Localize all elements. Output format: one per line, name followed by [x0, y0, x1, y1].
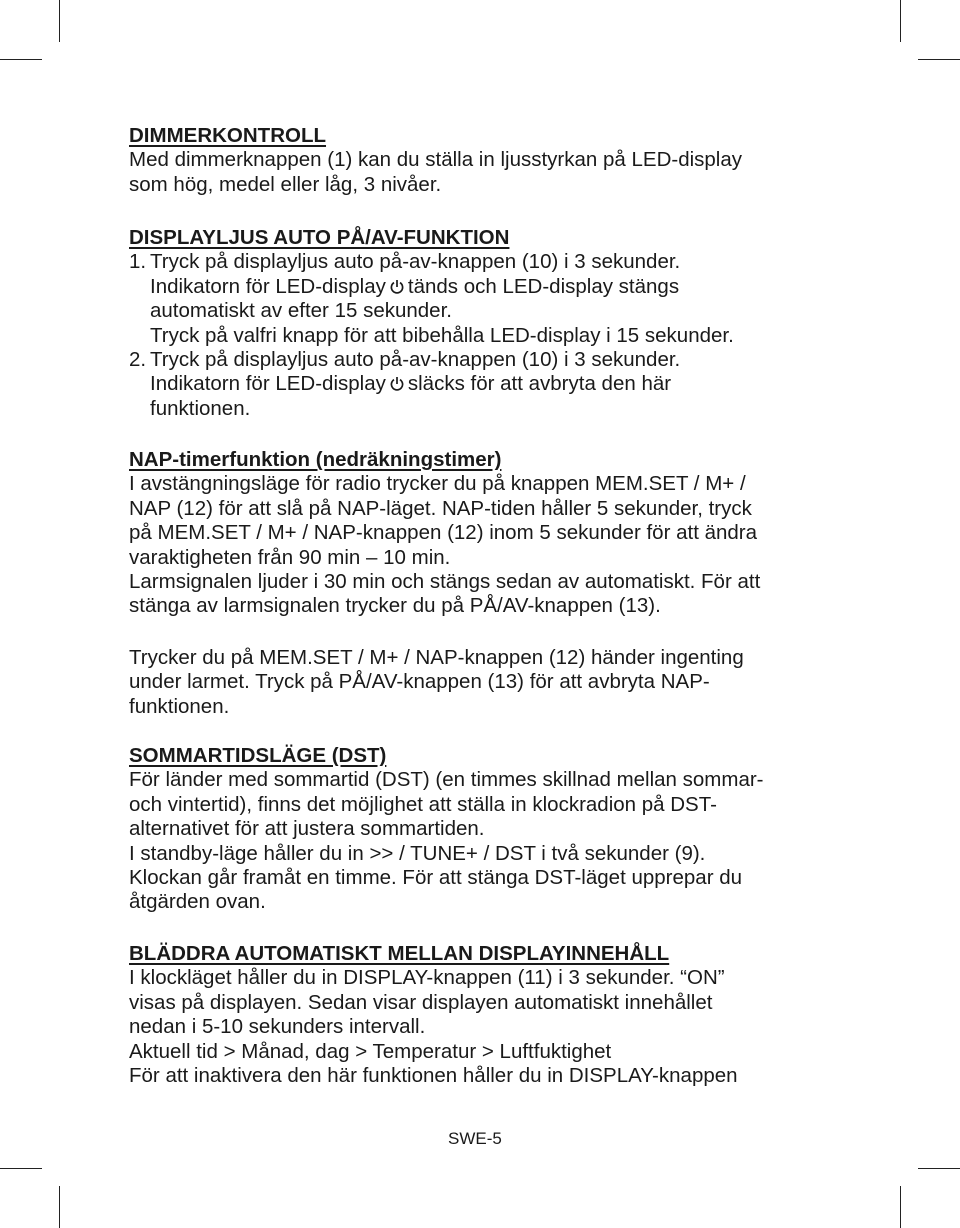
crop-mark-bottom-right [900, 1186, 901, 1228]
power-icon [389, 279, 405, 295]
list-item-text: Indikatorn för LED-display [150, 274, 386, 298]
list-item-text: släcks för att avbryta den här [407, 372, 672, 396]
section-heading: DIMMERKONTROLL [129, 124, 327, 147]
section-nap-note [129, 646, 849, 719]
section-heading: BLÄDDRA AUTOMATISKT MELLAN DISPLAYINNEHÅLL [129, 942, 670, 965]
page-number: SWE-5 [448, 1129, 502, 1148]
crop-mark-bottom-right-h [918, 1168, 960, 1169]
power-icon [389, 376, 405, 392]
paragraph-line: som hög, medel eller låg, 3 nivåer. [129, 172, 442, 196]
paragraph-line: åtgärden ovan. [129, 890, 266, 914]
crop-mark-top-right-h [918, 59, 960, 60]
list-item-line: Tryck på valfri knapp för att bibehålla LED-display i 15 sekunder. [150, 323, 734, 347]
paragraph-line: alternativet för att justera sommartiden. [129, 817, 485, 841]
section-heading: SOMMARTIDSLÄGE (DST) [129, 744, 387, 767]
list-item-line [129, 372, 849, 396]
list-item-text: Indikatorn för LED-display [150, 372, 386, 396]
crop-mark-bottom-left-h [0, 1168, 42, 1169]
list-item-text: Tryck på displayljus auto på-av-knappen (10) i 3 sekunder. [150, 348, 681, 372]
crop-mark-bottom-left [59, 1186, 60, 1228]
list-item-line [129, 275, 849, 299]
crop-mark-top-right [900, 0, 901, 42]
list-item [129, 250, 849, 274]
paragraph-line: nedan i 5-10 sekunders intervall. [129, 1015, 426, 1039]
paragraph-line: Med dimmerknappen (1) kan du ställa in ljusstyrkan på LED-display [129, 148, 743, 172]
crop-mark-top-left-h [0, 59, 42, 60]
list-item-line: funktionen. [150, 396, 251, 420]
list-item-text: Tryck på displayljus auto på-av-knappen (10) i 3 sekunder. [150, 250, 681, 274]
paragraph-line: I standby-läge håller du in >> / TUNE+ / DST i två sekunder (9). [129, 841, 706, 865]
paragraph-line: och vintertid), finns det möjlighet att ställa in klockradion på DST- [129, 792, 717, 816]
section-browse [129, 942, 849, 1088]
list-item [129, 348, 849, 372]
paragraph-line: stänga av larmsignalen trycker du på PÅ/AV-knappen (13). [129, 594, 661, 618]
paragraph-line: För att inaktivera den här funktionen håller du in DISPLAY-knappen [129, 1064, 738, 1088]
list-number: 1. [129, 250, 147, 274]
paragraph-line: varaktigheten från 90 min – 10 min. [129, 545, 451, 569]
list-item-text: tänds och LED-display stängs [407, 274, 680, 298]
paragraph-line: I avstängningsläge för radio trycker du på knappen MEM.SET / M+ / [129, 472, 746, 496]
section-nap [129, 448, 849, 619]
paragraph-line: Larmsignalen ljuder i 30 min och stängs sedan av automatiskt. För att [129, 570, 761, 594]
list-number: 2. [129, 348, 147, 372]
paragraph-line: visas på displayen. Sedan visar displayen automatiskt innehållet [129, 990, 713, 1014]
paragraph-line: Klockan går framåt en timme. För att stänga DST-läget upprepar du [129, 866, 743, 890]
paragraph-line: För länder med sommartid (DST) (en timmes skillnad mellan sommar- [129, 768, 764, 792]
paragraph-line: under larmet. Tryck på PÅ/AV-knappen (13) för att avbryta NAP- [129, 670, 710, 694]
paragraph-line: I klockläget håller du in DISPLAY-knappen (11) i 3 sekunder. “ON” [129, 966, 725, 990]
section-dimmer [129, 124, 849, 197]
section-auto-display [129, 226, 849, 421]
list-item-line: automatiskt av efter 15 sekunder. [150, 299, 452, 323]
section-heading: NAP-timerfunktion (nedräkningstimer) [129, 448, 502, 471]
paragraph-line: på MEM.SET / M+ / NAP-knappen (12) inom 5 sekunder för att ändra [129, 521, 758, 545]
paragraph-line: funktionen. [129, 694, 230, 718]
paragraph-line: Aktuell tid > Månad, dag > Temperatur > Luftfuktighet [129, 1039, 612, 1063]
paragraph-line: NAP (12) för att slå på NAP-läget. NAP-tiden håller 5 sekunder, tryck [129, 496, 752, 520]
paragraph-line: Trycker du på MEM.SET / M+ / NAP-knappen (12) händer ingenting [129, 646, 744, 669]
section-heading: DISPLAYLJUS AUTO PÅ/AV-FUNKTION [129, 226, 510, 249]
crop-mark-top-left [59, 0, 60, 42]
section-dst [129, 744, 849, 915]
